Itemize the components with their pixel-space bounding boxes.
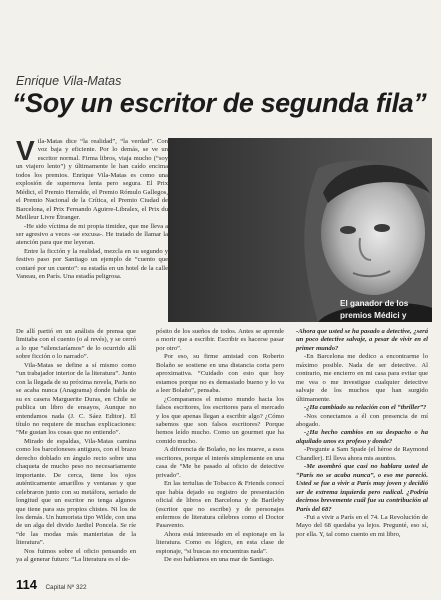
author-name: Enrique Vila-Matas [16, 74, 122, 88]
body-paragraph: -He sido víctima de mi propia timidez, que me lleva a ser agresivo a veces -se excusa-. He tratado de llamar la atención para que me leyeran. [16, 222, 168, 247]
interview-question: -Ahora que usted se ha pasado a detective, ¿será un poco detective salvaje, a pesar de vivir en el primer mundo? [296, 328, 428, 352]
body-paragraph: ¿Comparamos el mismo mundo hacia los falsos escritores, los escritores para el mercado y los que apenas llegan a escribir algo? ¿Cómo sabemos que son falsos escritores? Porque hemos leído mucho. Como un gourmet que ha comido mucho. [156, 395, 284, 445]
headline: “Soy un escritor de segunda fila” [12, 88, 427, 118]
body-paragraph: Por eso, su firme amistad con Roberto Bolaño se sostiene en una distancia corta pero aproximativa. “Cuidado con esto que hoy estamos porque no es demasiado bueno y lo va a leer Bolaño”, pensaba. [156, 353, 284, 395]
body-paragraph: Mirado de espaldas, Vila-Matas camina como los barceloneses antiguos, con el brazo derecho doblado en ángulo recto sobre una chaqueta de mucho peso no necesariamente importante. De cerca, tiene los ojos auténticamente amarillos y ventanas y que celebraron junto con su metáfora, seriado de longitud que un escritor no tenga algunos que tiene para sus propios chistes. Ni los de los demás. Un humorista tipo Wilde, con una de un alga del divido Jardiel Poncela. Se ríe “de las modas más manieristas de la literatura”. [16, 437, 136, 547]
author-photo [168, 138, 432, 322]
body-paragraph: En las tertulias de Tobacco & Friends conocí que había dejado su registro de presentación oficial de libros en Barcelona y de Bartleby (escritor que no escribe) y de personajes enfermos de literatura célebres como el Doctor Pasavento. [156, 480, 284, 530]
interview-question: -¿Ha cambiado su relación con el “thriller”? [304, 404, 427, 412]
photo-caption [340, 298, 428, 322]
body-paragraph: A diferencia de Bolaño, no les mueve, a esos escritores, porque el interés simplemente en una casa de “Me he pasado al oficio de detective privado”. [156, 446, 284, 479]
body-paragraph: Entre la ficción y la realidad, mezcla en su segundo y festivo paso por Santiago un ejemplo de “cuento que contaré por un cuento”: su estadía en un hotel de la calle Vaneau, en París. Una estadía peligrosa. [16, 247, 168, 281]
publication-label: Capital Nº 322 [45, 584, 87, 591]
article-column-1 [16, 328, 136, 565]
interview-answer: -Fui a vivir a París en el 74. La Revolución de Mayo del 68 quedaba ya lejos. Pregunté, eso sí, por ella. Y, tal como cuento en mi libro, [296, 513, 428, 538]
intro-paragraph: Vila-Matas dice “la realidad”, “la verdad”. Con voz baja y eficiente. Por lo demás, se ve un escritor normal. Firma libros, viaja mucho (“soy un viajero lento”) y últimamente le han caído encima todos los premios. Enrique Vila-Matas es como una explosión de supernova lenta pero segura. El Prix Médici, el Premio Herralde, el Premio Rómulo Gallegos, el Premio Nacional de la Crítica, el Premio Ciudad de Barcelona, el Prix Fernando Aguirre-Libralex, el Prix du Meilleur Livre Étranger. [16, 135, 168, 222]
article-column-3 [296, 328, 428, 539]
page-number: 114 [16, 577, 37, 592]
body-paragraph: Nos fuimos sobre el oficio pensando en ya al generar futuro: “La literatura es el de- [16, 547, 136, 564]
body-paragraph: Ahora está interesado en el espionaje en la literatura. Como es lógico, en esta clase de espionaje, “si buscas no encuentras nada”. [156, 530, 284, 555]
interview-question: -Me asombró que casi no hablara usted de “París no se acaba nunca”, o eso me pareció. Usted se fue a vivir a París muy joven y decidió ser de extrema izquierda pero radical. ¿Podría decirnos brevemente cuál fue su contribución al París del 68? [296, 463, 428, 513]
body-paragraph: Vila-Matas se define a sí mismo como “un trabajador interior de la literatura”. Junto con la llegada de su próxima novela, Paris no se acaba nunca (Anagrama) donde habla de su ex casera Marguerite Duras, en Chile se publica un libro de ensayos, Aunque no entendamos nada (J. C. Sáez Editor). El título no requiere de muchas explicaciones: “Me gustan los cosas que no entiendo”. [16, 361, 136, 437]
body-paragraph: pósito de los sueños de todos. Antes se aprende a morir que a escribir. Escribir es hacerse pasar por otro”. [156, 328, 284, 352]
body-paragraph: De allí partió en un análisis de prensa que limitaba con el cuento (o al revés), y se cerró a lo que “silenciaríamos” de lo ocurrido allí sobre ficción o lo narrado”. [16, 328, 136, 361]
interview-question: -¿Ha hecho cambios en su despacho o ha alquilado unos ex profeso y donde? [296, 429, 428, 445]
interview-answer: -Nos conectamos a él con presencia de mí abogado. [296, 412, 428, 428]
article-column-intro [16, 135, 168, 282]
caption-text: El ganador de los premios Médici y [340, 299, 409, 321]
interview-answer: -En Barcelona me dedico a encontrarme lo máximo posible. Nada de ser detective. Al contrario, me encierro en mi casa para evitar que me vea o me investigue cualquier detective salvaje de los muchos que han surgido últimamente. [296, 353, 428, 403]
author-portrait-image [168, 138, 432, 322]
body-paragraph: De eso hablamos en una mar de Santiago. [164, 556, 275, 564]
drop-cap: V [16, 135, 35, 166]
article-column-2 [156, 328, 284, 565]
page-footer [16, 576, 87, 594]
interview-answer: -Pregunte a Sam Spade (el héroe de Raymond Chandler). El lleva ahora mis asuntos. [296, 446, 428, 462]
